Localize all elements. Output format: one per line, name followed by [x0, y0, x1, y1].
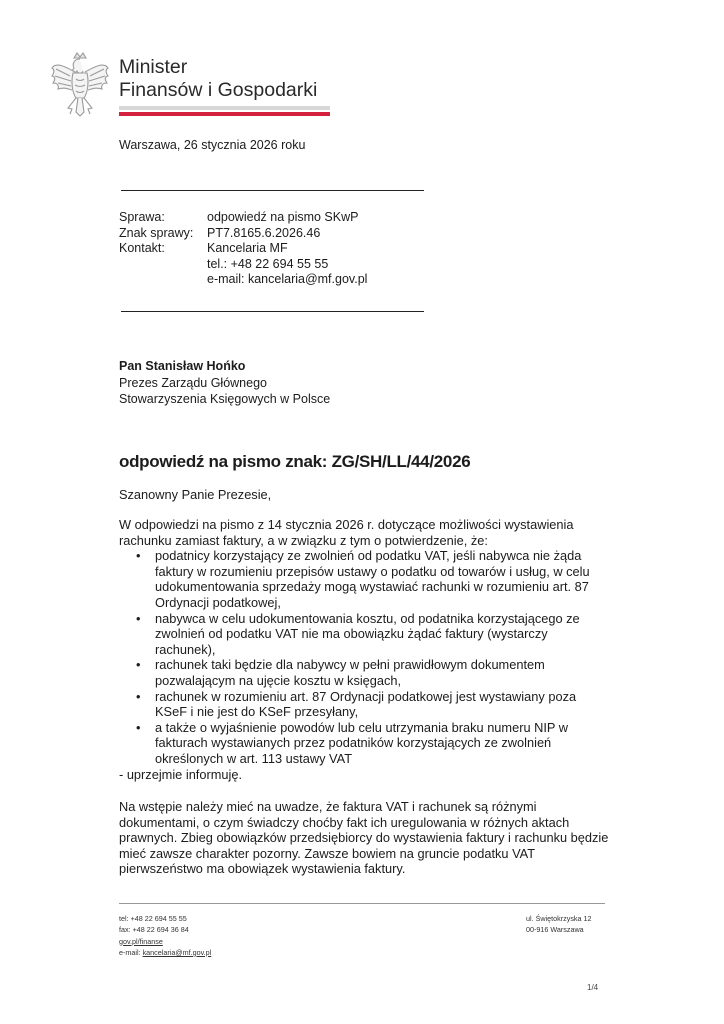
footer-street: ul. Świętokrzyska 12 [526, 914, 592, 923]
list-item: • nabywca w celu udokumentowania kosztu, od podatnika korzystającego ze zwolnień od podatku VAT nie ma obowiązku żądać faktury (wystarczy rachunek), [155, 611, 609, 658]
kontakt-label: Kontakt: [119, 241, 165, 255]
polish-eagle-icon [50, 52, 110, 118]
letter-subject: odpowiedź na pismo znak: ZG/SH/LL/44/2026 [119, 452, 471, 471]
letter-body-intro [119, 517, 609, 782]
footer-fax: fax: +48 22 694 36 84 [119, 925, 189, 935]
footer-city: 00-916 Warszawa [526, 925, 584, 935]
ministry-line-1: Minister [119, 56, 188, 78]
contact-email: e-mail: kancelaria@mf.gov.pl [207, 272, 368, 286]
kontakt-value: Kancelaria MF [207, 241, 288, 255]
contact-phone: tel.: +48 22 694 55 55 [207, 256, 329, 271]
list-item: • podatnicy korzystający ze zwolnień od podatku VAT, jeśli nabywca nie żąda faktury w rozumieniu przepisów ustawy o podatku od towarów i usług, w celu udokumentowania sprzedaży mogą wystawiać rachunki w rozumieniu art. 87 Ordynacji podatkowej, [155, 548, 609, 610]
footer-address [526, 913, 592, 936]
list-item: • a także o wyjaśnienie powodów lub celu utrzymania braku numeru NIP w fakturach wystawianych przez podatników korzystających ze zwolnień określonych w art. 113 ustawy VAT [155, 720, 609, 767]
divider-bottom [121, 311, 424, 312]
flag-stripes [119, 106, 330, 116]
addressee-role: Prezes Zarządu Głównego [119, 375, 267, 390]
salutation: Szanowny Panie Prezesie, [119, 487, 272, 502]
footer-divider [119, 903, 605, 904]
znak-value: PT7.8165.6.2026.46 [207, 225, 321, 240]
bullet-list [119, 548, 609, 766]
intro-paragraph: W odpowiedzi na pismo z 14 stycznia 2026 r. dotyczące możliwości wystawienia rachunku zamiast faktury, a w związku z tym o potwierdzenie, że: [119, 517, 574, 548]
addressee-name: Pan Stanisław Hońko [119, 359, 246, 373]
footer-website-link[interactable]: gov.pl/finanse [119, 936, 163, 946]
footer-contact [119, 913, 211, 958]
date-line: Warszawa, 26 stycznia 2026 roku [119, 138, 306, 152]
znak-label: Znak sprawy: [119, 225, 194, 240]
addressee-block [119, 358, 330, 408]
sprawa-value: odpowiedź na pismo SKwP [207, 210, 359, 224]
page-number: 1/4 [587, 983, 599, 992]
footer-tel: tel: +48 22 694 55 55 [119, 914, 187, 923]
flag-white-stripe [119, 106, 330, 110]
ministry-line-2: Finansów i Gospodarki [119, 79, 318, 101]
flag-red-stripe [119, 112, 330, 116]
list-item: • rachunek taki będzie dla nabywcy w pełni prawidłowym dokumentem pozwalającym na ujęcie kosztu w księgach, [155, 657, 609, 688]
paragraph-2: Na wstępie należy mieć na uwadze, że faktura VAT i rachunek są różnymi dokumentami, o czym świadczy choćby fakt ich uregulowania w różnych aktach prawnych. Zbieg obowiązków przedsiębiorcy do wystawienia faktury i rachunku będzie mieć zawsze charakter pozorny. Zawsze bowiem na gruncie podatku VAT pierwszeństwo ma obowiązek wystawienia faktury. [119, 799, 609, 877]
divider-top [121, 190, 424, 191]
addressee-organization: Stowarzyszenia Księgowych w Polsce [119, 392, 331, 406]
closing-line: - uprzejmie informuję. [119, 766, 243, 782]
case-metadata [119, 210, 367, 288]
list-item: • rachunek w rozumieniu art. 87 Ordynacji podatkowej jest wystawiany poza KSeF i nie jest do KSeF przesyłany, [155, 689, 609, 720]
ministry-name [119, 56, 317, 102]
footer-email-link[interactable]: kancelaria@mf.gov.pl [142, 947, 212, 957]
footer-email-label: e-mail: [119, 947, 141, 957]
sprawa-label: Sprawa: [119, 210, 165, 224]
